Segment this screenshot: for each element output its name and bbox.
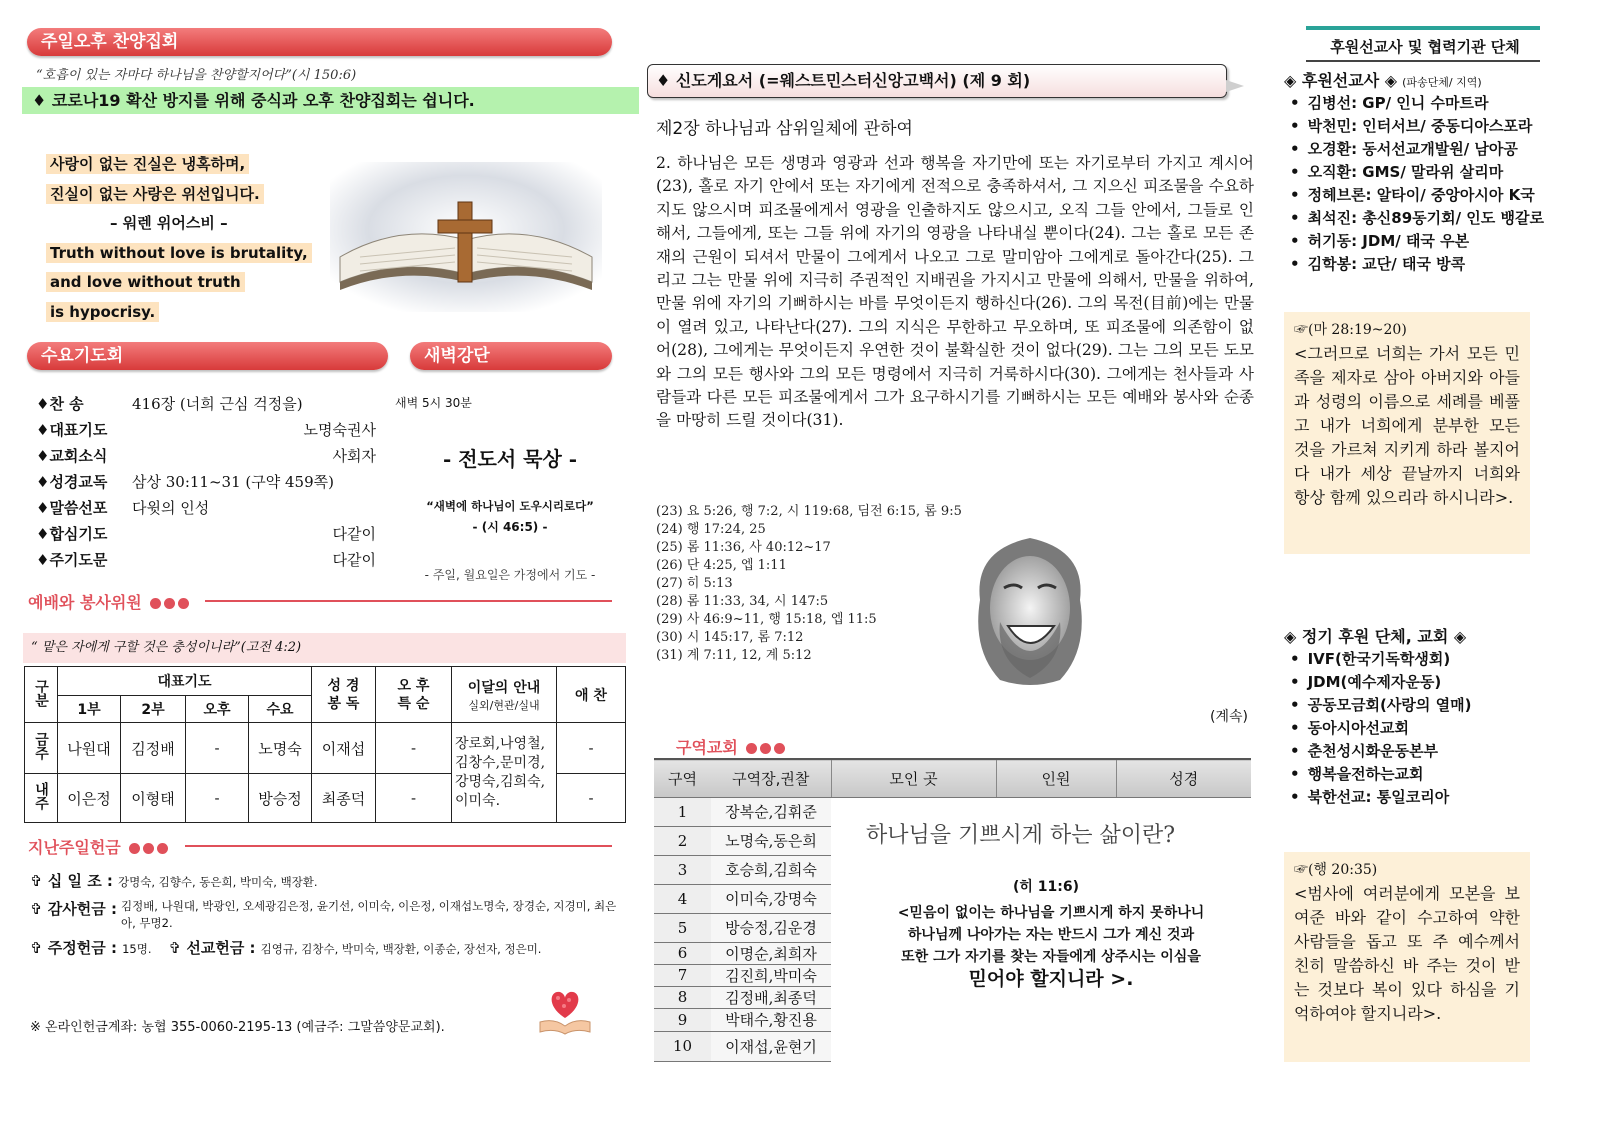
right-header: 후원선교사 및 협력기관 단체 xyxy=(1330,38,1520,56)
col-special: 오 후 특 순 xyxy=(376,667,452,723)
chapter-title: 제2장 하나님과 삼위일체에 관하여 xyxy=(656,119,913,139)
quote-line: 사랑이 없는 진실은 냉혹하며, xyxy=(46,154,249,174)
program-row: ♦대표기도 노명숙권사 xyxy=(36,420,376,439)
reference-item: (30) 시 145:17, 롬 7:12 xyxy=(656,630,804,645)
dawn-header: 새벽강단 xyxy=(410,342,612,370)
quote-author: – 워렌 위어스비 – xyxy=(110,214,228,232)
missionary-list xyxy=(1290,92,1544,276)
pleasing-title: 하나님을 기쁘시게 하는 삶이란? xyxy=(866,823,1176,848)
pleasing-ref: (히 11:6) xyxy=(1012,879,1080,895)
reference-list xyxy=(656,503,962,665)
dot-icon xyxy=(150,598,161,609)
reference-item: (24) 행 17:24, 25 xyxy=(656,522,766,537)
pleasing-verse xyxy=(866,902,1236,990)
laughing-jesus-image xyxy=(960,530,1100,690)
missionary-item: • 박천민: 인터서브/ 중동디아스포라 xyxy=(1290,115,1544,138)
continued-label: (계속) xyxy=(1210,709,1248,725)
reference-item: (28) 롬 11:33, 34, 시 147:5 xyxy=(656,594,829,609)
verse-line: 믿어야 할지니라 >. xyxy=(968,968,1134,990)
guide-names: 장로회,나영철, 김창수,문미경, 강명숙,김희숙, 이미숙. xyxy=(452,723,557,823)
missionary-item: • 김병선: GP/ 인니 수마트라 xyxy=(1290,92,1544,115)
online-account: ※ 온라인헌금계좌: 농협 355-0060-2195-13 (예금주: 그말씀양문교회). xyxy=(30,1020,445,1035)
program-row: ♦합심기도 다같이 xyxy=(36,524,376,543)
groups-title: ◈ 정기 후원 단체, 교회 ◈ xyxy=(1284,627,1467,646)
missionary-item: • 정헤브론: 알타이/ 중앙아시아 K국 xyxy=(1290,184,1544,207)
dot-icon xyxy=(760,743,771,754)
dot-icon xyxy=(157,843,168,854)
zone-table: 구역 구역장,권찰 모인 곳 인원 성경 1 장복순,김휘준 2 노명숙,동은희 3 호승희,김희숙 4 이미숙,강명숙 5 방승정,김운경 6 이명순,최희자 7 김진희,박미숙 8 김정배,최종덕 9 박태수,황진용 10 이재섭,윤현기 xyxy=(654,758,1251,1062)
program-row: ♦찬 송 416장 (너희 근심 걱정을) xyxy=(36,394,303,413)
table-row: 금주 나원대 김정배 - 노명숙 이재섭 - 장로회,나영철, 김창수,문미경, 강명숙,김희숙, 이미숙. - xyxy=(25,723,626,774)
offering-row: ✞ 감사헌금 : 김정배, 나원대, 박광인, 오세광김은정, 윤기선, 이미숙, 이은정, 이재섭노명숙, 장경순, 지경미, 최은아, 무명2. xyxy=(30,899,617,930)
dot-icon xyxy=(129,843,140,854)
dawn-verse: “새벽에 하나님이 도우시리로다” xyxy=(426,499,594,513)
matthew-verse-box xyxy=(1284,312,1530,554)
group-item: • 동아시아선교회 xyxy=(1290,717,1471,740)
right-header-underline xyxy=(1306,60,1540,62)
verse-line: <믿음이 없이는 하나님을 기쁘시게 하지 못하나니 xyxy=(897,905,1205,921)
program-row: ♦교회소식 사회자 xyxy=(36,446,376,465)
quote-line: and love without truth xyxy=(46,272,245,292)
group-item: • 춘천성시화운동본부 xyxy=(1290,740,1471,763)
quote-line: 진실이 없는 사랑은 위선입니다. xyxy=(46,184,264,204)
bible-cross-image xyxy=(330,162,602,312)
verse-line: 또한 그가 자기를 찾는 자들에게 상주시는 이심을 xyxy=(901,949,1201,965)
offering-header: 지난주일헌금 xyxy=(28,835,168,858)
table-row: 내주 이은정 이형태 - 방승정 최종덕 - - xyxy=(25,774,626,823)
table-row: 2 노명숙,동은희 xyxy=(654,826,1251,855)
table-row: 6 이명순,최희자 xyxy=(654,942,1251,964)
missionary-item: • 허기동: JDM/ 태국 우본 xyxy=(1290,230,1544,253)
quote-line: is hypocrisy. xyxy=(46,302,159,322)
group-item: • 행복을전하는교회 xyxy=(1290,763,1471,786)
verse-ref: ☞(행 20:35) xyxy=(1294,862,1378,878)
love-truth-quote xyxy=(46,150,312,327)
zone-header: 구역교회 xyxy=(676,735,785,758)
reference-item: (27) 히 5:13 xyxy=(656,576,733,591)
group-item: • 북한선교: 통일코리아 xyxy=(1290,786,1471,809)
table-row: 1 장복순,김휘준 xyxy=(654,797,1251,826)
sunday-header: 주일오후 찬양집회 xyxy=(27,28,612,56)
reference-item: (23) 요 5:26, 행 7:2, 시 119:68, 딤전 6:15, 롬 9:5 xyxy=(656,504,962,519)
reference-item: (26) 단 4:25, 엡 1:11 xyxy=(656,558,787,573)
confession-body: 2. 하나님은 모든 생명과 영광과 선과 행복을 자기만에 또는 자기로부터 가지고 계시어(23), 홀로 자기 안에서 또는 자기에게 전적으로 충족하셔서, 그 지으신 피조물을 수요하지도 않으시며 피조물에게서 영광을 인출하지도 않으시고, 오직 그들 안에서, 그들로 인해서, 그들에게, 또는 그들 위에 자기의 영광을 나타내실 뿐이다(24). 그는 홀로 모든 존재의 근원이 되셔서 만물이 그에게서 나오고 그로 말미암아 그에게로 돌아간다(25). 그리고 그는 만물 위에 지극히 주권적인 지배권을 가지시고 만물에 의해서, 만물을 위하여, 만물 위에 자기의 기뻐하시는 바를 무엇이든지 행하신다(26). 그의 목전(目前)에는 만물이 열려 있고, 나타난다(27). 그의 지식은 무한하고 무오하며, 또 피조물에 의존함이 없어(28), 그에게는 무엇이든지 우연한 것이 불확실한 것이 없다(29). 그는 그의 모든 도모와 그의 모든 행사와 그의 모든 명령에서 지극히 거룩하시다(30). 그에게는 천사들과 사람들과 다른 모든 피조물에게서 그가 요구하시기를 기뻐하시는 모든 예배와 봉사와 순종을 마땅히 드릴 것이다(31). xyxy=(656,154,1254,430)
program-row: ♦말씀선포 다윗의 인성 xyxy=(36,498,210,517)
right-header-bar xyxy=(1306,26,1540,30)
table-row: 4 이미숙,강명숙 xyxy=(654,884,1251,913)
banner-arrow-icon xyxy=(1226,80,1244,92)
quote-line: Truth without love is brutality, xyxy=(46,243,312,263)
servants-header: 예배와 봉사위원 xyxy=(28,590,189,613)
notice-banner: ♦ 코로나19 확산 방지를 위해 중식과 오후 찬양집회는 쉽니다. xyxy=(22,87,639,114)
missionary-title: ◈ 후원선교사 ◈ (파송단체/ 지역) xyxy=(1284,71,1482,90)
reference-item: (25) 롬 11:36, 사 40:12~17 xyxy=(656,540,831,555)
col-prayer: 대표기도 xyxy=(58,667,312,696)
dot-icon xyxy=(746,743,757,754)
group-item: • JDM(예수제자운동) xyxy=(1290,671,1471,694)
offering-row: ✞ 십 일 조 : 강명숙, 김향수, 동은희, 박미숙, 백장환. xyxy=(30,872,318,890)
servants-quote: “ 맡은 자에게 구할 것은 충성이니라”(고전 4:2) xyxy=(23,633,626,663)
col-division: 구분 xyxy=(25,667,58,723)
divider xyxy=(205,600,612,602)
dot-icon xyxy=(178,598,189,609)
service-table: 구분 대표기도 성 경 봉 독 오 후 특 순 이달의 안내 실외/현관/실내 애 찬 1부 2부 오후 수요 금주 나원대 김정배 - 노명숙 이재섭 - 장로회,나영철, 김창수,문미경, 강명숙,김희숙, 이미숙. - 내주 이은정 이형태 - 방승정 최종덕 - - xyxy=(24,666,626,823)
confession-banner: ♦ 신도게요서 (=웨스트민스터신앙고백서) (제 9 회) xyxy=(647,64,1227,98)
divider xyxy=(185,845,612,847)
verse-ref: ☞(마 28:19~20) xyxy=(1294,322,1407,338)
dot-icon xyxy=(774,743,785,754)
offering-list xyxy=(30,870,630,958)
table-row: 9 박태수,황진용 xyxy=(654,1008,1251,1031)
dot-icon xyxy=(164,598,175,609)
table-row: 7 김진희,박미숙 xyxy=(654,964,1251,986)
heart-hands-icon xyxy=(536,988,594,1036)
dot-icon xyxy=(143,843,154,854)
verse-line: 하나님께 나아가는 자는 반드시 그가 계신 것과 xyxy=(907,927,1195,943)
dawn-note: - 주일, 월요일은 가정에서 기도 - xyxy=(424,568,596,582)
table-row: 10 이재섭,윤현기 xyxy=(654,1031,1251,1061)
program-row: ♦성경교독 삼상 30:11~31 (구약 459쪽) xyxy=(36,472,334,491)
dawn-verse-ref: - (시 46:5) - xyxy=(472,520,548,534)
verse-text: <그러므로 너희는 가서 모든 민족을 제자로 삼아 아버지와 아들과 성령의 이름으로 세례를 베풀고 내가 너희에게 분부한 모든 것을 가르쳐 지키게 하라 볼지어다 내가 세상 끝날까지 너희와 항상 함께 있으리라 하시니라>. xyxy=(1294,344,1520,507)
acts-verse-box xyxy=(1284,852,1530,1062)
dawn-time: 새벽 5시 30분 xyxy=(395,396,472,410)
group-item: • 공동모금회(사랑의 열매) xyxy=(1290,694,1471,717)
missionary-item: • 최석진: 총신89동기회/ 인도 뱅갈로 xyxy=(1290,207,1544,230)
groups-list xyxy=(1290,648,1471,809)
missionary-item: • 오경환: 동서선교개발원/ 남아공 xyxy=(1290,138,1544,161)
psalm-quote: “호흡이 있는 자마다 하나님을 찬양할지어다”(시 150:6) xyxy=(36,68,357,83)
reference-item: (29) 사 46:9~11, 행 15:18, 엡 11:5 xyxy=(656,612,877,627)
group-item: • IVF(한국기독학생회) xyxy=(1290,648,1471,671)
col-choir: 애 찬 xyxy=(557,667,626,723)
wednesday-header: 수요기도회 xyxy=(27,342,388,370)
dawn-title: - 전도서 묵상 - xyxy=(442,447,578,471)
table-row: 3 호승희,김희숙 xyxy=(654,855,1251,884)
missionary-item: • 오직환: GMS/ 말라위 살리마 xyxy=(1290,161,1544,184)
col-bible: 성 경 봉 독 xyxy=(312,667,376,723)
missionary-item: • 김학봉: 교단/ 태국 방콕 xyxy=(1290,253,1544,276)
col-guide: 이달의 안내 실외/현관/실내 xyxy=(452,667,557,723)
reference-item: (31) 계 7:11, 12, 계 5:12 xyxy=(656,648,812,663)
verse-text: <범사에 여러분에게 모본을 보여준 바와 같이 수고하여 약한 사람들을 돕고 또 주 예수께서 친히 말씀하신 바 주는 것이 받는 것보다 복이 있다 하심을 기억하여야 할지니라>. xyxy=(1294,884,1520,1023)
wednesday-program xyxy=(36,390,376,572)
offering-row: ✞ 주정헌금 : 15명. ✞ 선교헌금 : 김영규, 김창수, 박미숙, 백장환, 이종순, 장선자, 정은미. xyxy=(30,939,542,957)
program-row: ♦주기도문 다같이 xyxy=(36,550,376,569)
table-row: 8 김정배,최종덕 xyxy=(654,986,1251,1008)
table-row: 5 방승정,김운경 xyxy=(654,913,1251,942)
